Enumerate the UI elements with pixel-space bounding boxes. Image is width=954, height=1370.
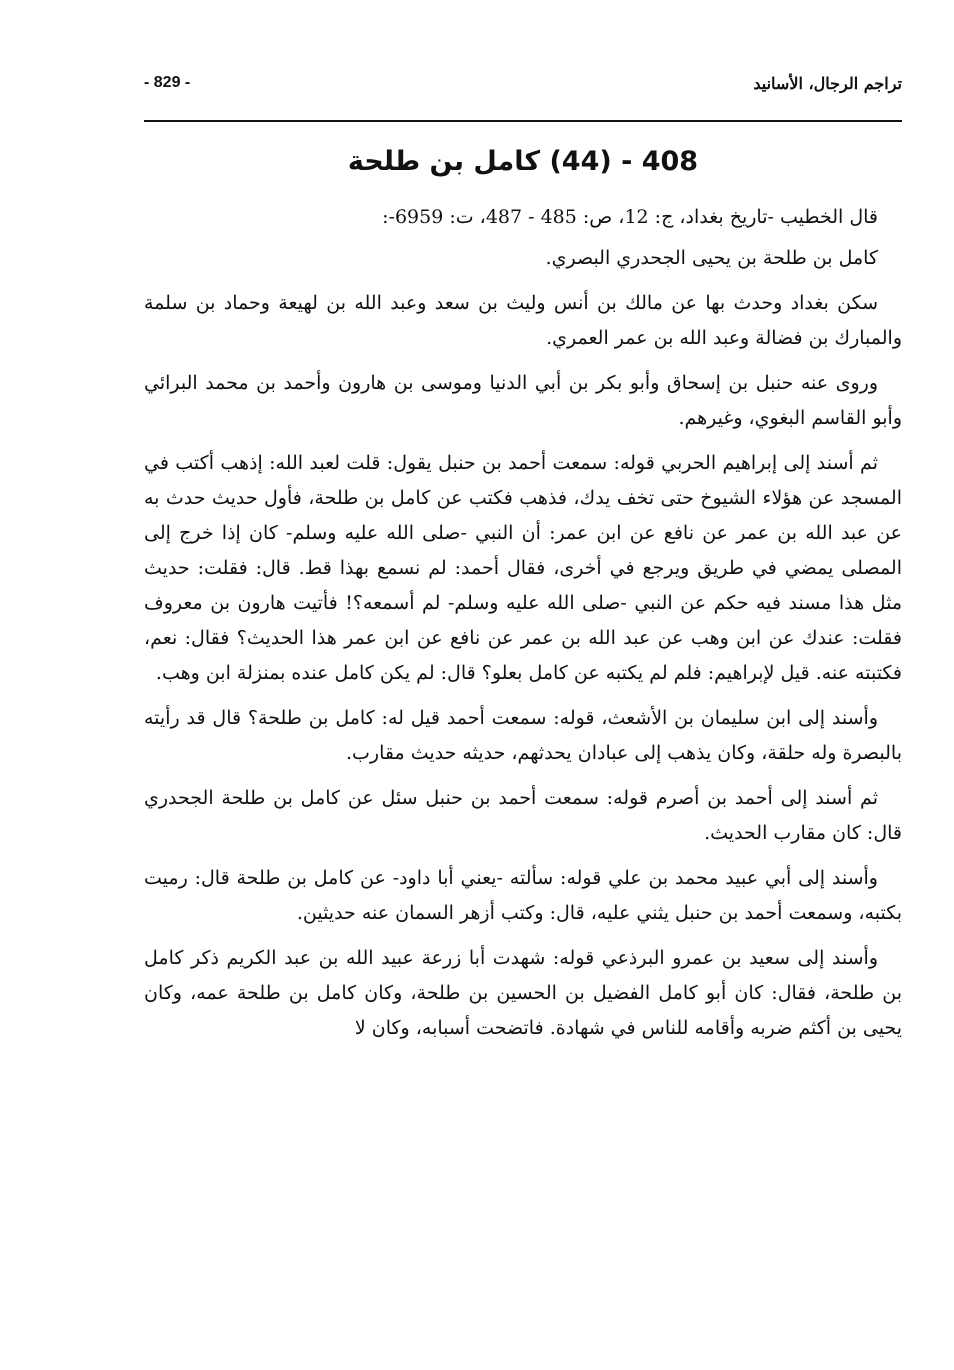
paragraph: وأسند إلى ابن سليمان بن الأشعث، قوله: سمعت أحمد قيل له: كامل بن طلحة؟ قال قد رأيته بالبصرة وله حلقة، وكان يذهب إلى عبادان يحدثهم، حديثه حديث مقارب. — [144, 707, 902, 764]
header-divider — [144, 120, 902, 122]
running-header — [144, 70, 902, 104]
body-text — [144, 200, 902, 1056]
paragraph: وأسند إلى أبي عبيد محمد بن علي قوله: سألته -يعني أبا داود- عن كامل بن طلحة قال: رميت بكتبه، وسمعت أحمد بن حنبل يثني عليه، قال: وكتب أزهر السمان عنه حديثين. — [144, 867, 902, 924]
running-title: تراجم الرجال، الأسانيد — [753, 74, 902, 93]
paragraph: سكن بغداد وحدث بها عن مالك بن أنس وليث بن سعد وعبد الله بن لهيعة وحماد بن سلمة والمبارك بن فضالة وعبد الله بن عمر العمري. — [144, 292, 902, 349]
paragraph: وروى عنه حنبل بن إسحاق وأبو بكر بن أبي الدنيا وموسى بن هارون وأحمد بن محمد البرائي وأبو القاسم البغوي، وغيرهم. — [144, 372, 902, 429]
paragraph: وأسند إلى سعيد بن عمرو البرذعي قوله: شهدت أبا زرعة عبيد الله بن عبد الكريم ذكر كامل بن طلحة، فقال: كان أبو كامل الفضيل بن الحسين بن طلحة، وكان كامل بن طلحة عمه، وكان يحيى بن أكثم ضربه وأقامه للناس في شهادة. فاتضحت أسبابه، وكان لا — [144, 947, 902, 1039]
page-number: - 829 - — [144, 74, 191, 91]
paragraph: ثم أسند إلى أحمد بن أصرم قوله: سمعت أحمد بن حنبل سئل عن كامل بن طلحة الجحدري قال: كان مقارب الحديث. — [144, 787, 902, 844]
paragraph: كامل بن طلحة بن يحيى الجحدري البصري. — [545, 247, 878, 269]
entry-heading: 408 - (44) كامل بن طلحة — [347, 146, 699, 177]
source-citation: قال الخطيب -تاريخ بغداد، ج: 12، ص: 485 - 487، ت: 6959-: — [382, 206, 878, 228]
paragraph: ثم أسند إلى إبراهيم الحربي قوله: سمعت أحمد بن حنبل يقول: قلت لعبد الله: إذهب أكتب في المسجد عن هؤلاء الشيوخ حتى تخف يدك، فذهب فكتب عن كامل بن طلحة، فأول حديث حدث به عن عبد الله بن عمر عن نافع عن ابن عمر: أن النبي -صلى الله عليه وسلم- كان إذا خرج إلى المصلى يمضي في طريق ويرجع في أخرى، فقال أحمد: لم نسمع بهذا قط. قال: فقلت: حديث مثل هذا مسند فيه حكم عن النبي -صلى الله عليه وسلم- لم أسمعه؟! فأتيت هارون بن معروف فقلت: عندك عن ابن وهب عن عبد الله بن عمر عن نافع عن ابن عمر هذا الحديث؟ فقال: نعم، فكتبته عنه. قيل لإبراهيم: فلم لم يكتبه عن كامل بعلو؟ قال: لم يكن كامل عنده بمنزلة ابن وهب. — [144, 452, 902, 684]
